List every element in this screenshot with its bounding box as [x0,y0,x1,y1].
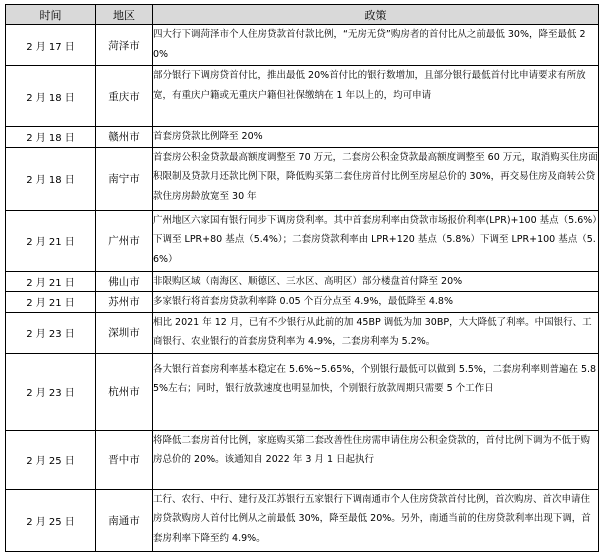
header-region: 地区 [96,5,153,25]
region-cell: 深圳市 [96,312,153,353]
table-row [6,312,599,353]
policy-cell: 工行、农行、中行、建行及江苏银行五家银行下调南通市个人住房贷款首付比例，首次购房、首次申请住房贷款购房人首付比例从之前最低 30%，降至最低 20%。另外，南通当前的住房贷款利率出现下调，首套房利率下降至约 4.9%。 [153,489,599,551]
policy-cell: 部分银行下调房贷首付比，推出最低 20%首付比的银行数增加，且部分银行最低首付比申请要求有所放宽，有重庆户籍或无重庆户籍但社保缴纳在 1 年以上的，均可申请 [153,66,599,127]
region-cell: 赣州市 [96,127,153,148]
table-row [6,430,599,489]
header-time: 时间 [6,5,96,25]
date-cell: 2 月 25 日 [6,489,96,551]
date-cell: 2 月 18 日 [6,66,96,127]
date-cell: 2 月 23 日 [6,353,96,430]
date-cell: 2 月 21 日 [6,271,96,292]
table-row [6,127,599,148]
date-cell: 2 月 23 日 [6,312,96,353]
table-row [6,353,599,430]
policy-cell: 多家银行将首套房贷款利率降 0.05 个百分点至 4.9%，最低降至 4.8% [153,292,599,313]
policy-cell: 首套房公积金贷款最高额度调整至 70 万元，二套房公积金贷款最高额度调整至 60 万元，取消购买住房面积限制及贷款月还款比例下限，降低购买第二套住房首付比例至房屋总价的 30%，再交易住房及商转公贷款住房房龄放宽至 30 年 [153,147,599,210]
policy-cell: 首套房贷款比例降至 20% [153,127,599,148]
region-cell: 广州市 [96,210,153,271]
policy-table [5,4,599,552]
date-cell: 2 月 21 日 [6,292,96,313]
table-row [6,66,599,127]
region-cell: 重庆市 [96,66,153,127]
date-cell: 2 月 21 日 [6,210,96,271]
region-cell: 晋中市 [96,430,153,489]
table-row [6,147,599,210]
header-policy: 政策 [153,5,599,25]
policy-cell: 相比 2021 年 12 月，已有不少银行从此前的加 45BP 调低为加 30BP，大大降低了利率。中国银行、工商银行、农业银行的首套房贷利率为 4.9%，二套房利率为 5.2%。 [153,312,599,353]
header-row [6,5,599,25]
date-cell: 2 月 18 日 [6,147,96,210]
region-cell: 杭州市 [96,353,153,430]
region-cell: 苏州市 [96,292,153,313]
table-row [6,271,599,292]
policy-cell: 各大银行首套房利率基本稳定在 5.6%~5.65%，个别银行最低可以做到 5.5%，二套房利率则普遍在 5.85%左右；同时，银行放款速度也明显加快，个别银行放款周期只需要 5 个工作日 [153,353,599,430]
date-cell: 2 月 18 日 [6,127,96,148]
policy-cell: 四大行下调菏泽市个人住房贷款首付款比例，“无房无贷”购房者的首付比从之前最低 30%，降至最低 20% [153,25,599,66]
region-cell: 南宁市 [96,147,153,210]
policy-cell: 将降低二套房首付比例，家庭购买第二套改善性住房需申请住房公积金贷款的，首付比例下调为不低于购房总价的 20%。该通知自 2022 年 3 月 1 日起执行 [153,430,599,489]
policy-cell: 广州地区六家国有银行同步下调房贷利率。其中首套房利率由贷款市场报价利率(LPR)+100 基点（5.6%）下调至 LPR+80 基点（5.4%）；二套房贷款利率由 LPR+120 基点（5.8%）下调至 LPR+100 基点（5.6%） [153,210,599,271]
region-cell: 菏泽市 [96,25,153,66]
date-cell: 2 月 17 日 [6,25,96,66]
table-row [6,292,599,313]
table-row [6,25,599,66]
policy-cell: 非限购区域（南海区、顺德区、三水区、高明区）部分楼盘首付降至 20% [153,271,599,292]
table-row [6,489,599,551]
date-cell: 2 月 25 日 [6,430,96,489]
region-cell: 南通市 [96,489,153,551]
region-cell: 佛山市 [96,271,153,292]
table-row [6,210,599,271]
